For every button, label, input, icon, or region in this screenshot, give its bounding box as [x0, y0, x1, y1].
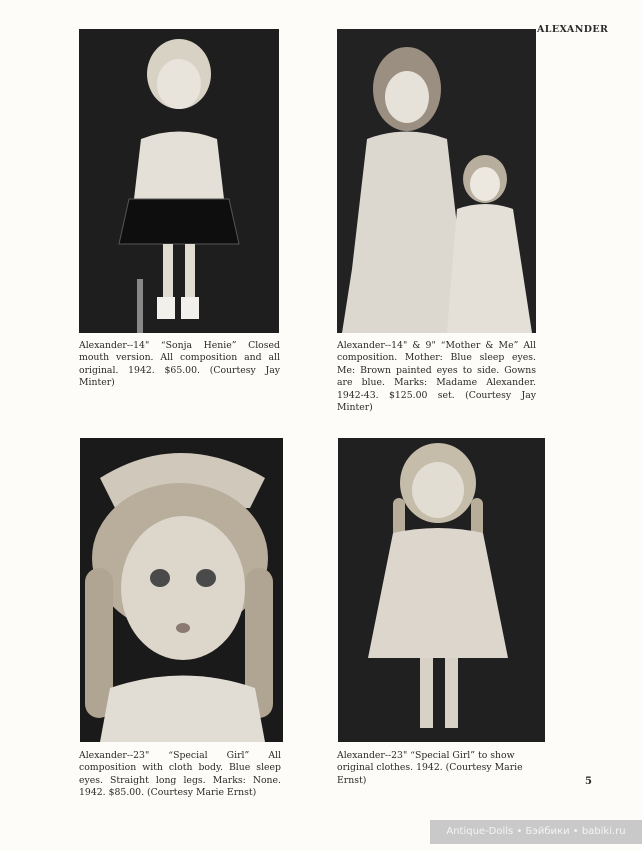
- photo-mother-and-me-dolls: [337, 29, 536, 333]
- page-number: 5: [585, 776, 592, 787]
- figure-caption-4: Alexander--23" “Special Girl” to show original clothes. 1942. (Courtesy Marie Ernst): [337, 750, 523, 786]
- photo-special-girl-clothes: [338, 438, 545, 742]
- photo-special-girl-closeup: [80, 438, 283, 742]
- figure-caption-2: Alexander--14" & 9" “Mother & Me” All composition. Mother: Blue sleep eyes. Me: Brown painted eyes to side. Gowns are blue. Marks: Madame Alexander. 1942-43. $125.00 set. (Courtesy Jay Minter): [337, 340, 536, 414]
- figure-caption-1: Alexander--14" “Sonja Henie” Closed mouth version. All composition and all original. 1942. $65.00. (Courtesy Jay Minter): [79, 340, 280, 389]
- running-header: ALEXANDER: [537, 24, 609, 35]
- watermark: Antique-Dolls • Бэйбики • babiki.ru: [430, 820, 642, 844]
- photo-sonja-henie-doll: [79, 29, 279, 333]
- figure-caption-3: Alexander--23" “Special Girl” All composition with cloth body. Blue sleep eyes. Straight long legs. Marks: None. 1942. $85.00. (Courtesy Marie Ernst): [79, 750, 281, 799]
